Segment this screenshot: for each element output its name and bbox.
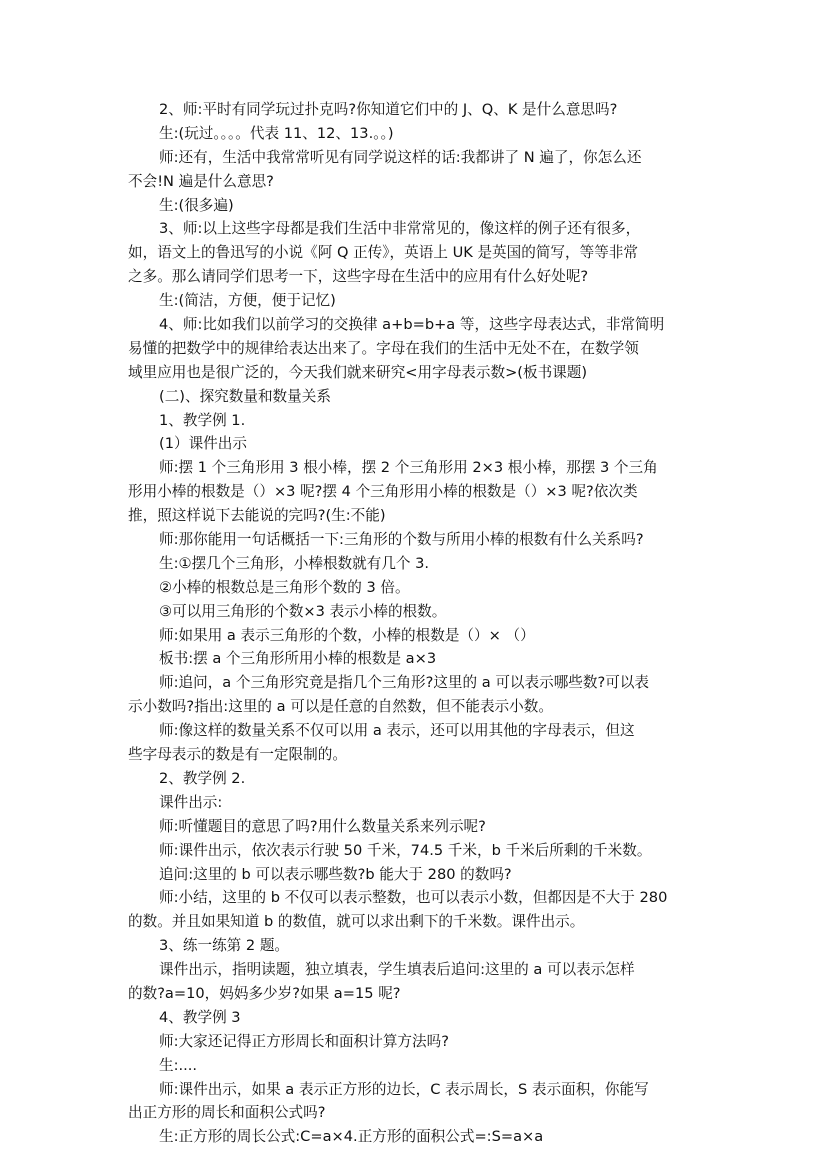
document-line: 师:追问，a 个三角形究竟是指几个三角形?这里的 a 可以表示哪些数?可以表 — [159, 674, 650, 692]
document-line: 追问:这里的 b 可以表示哪些数?b 能大于 280 的数吗? — [159, 865, 512, 883]
document-line: 4、教学例 3 — [159, 1008, 241, 1026]
document-line: 的数。并且如果知道 b 的数值，就可以求出剩下的千米数。课件出示。 — [128, 913, 585, 931]
document-line: 域里应用也是很广泛的，今天我们就来研究<用字母表示数>(板书课题) — [128, 363, 588, 381]
document-line: 1、教学例 1. — [159, 411, 246, 429]
document-line: 师:课件出示，如果 a 表示正方形的边长，C 表示周长，S 表示面积，你能写 — [159, 1080, 649, 1098]
document-line: (二)、探究数量和数量关系 — [159, 387, 331, 405]
document-line: 师:像这样的数量关系不仅可以用 a 表示，还可以用其他的字母表示，但这 — [159, 722, 635, 740]
document-line: 易懂的把数学中的规律给表达出来了。字母在我们的生活中无处不在，在数学领 — [128, 339, 639, 357]
document-line: 3、师:以上这些字母都是我们生活中非常常见的，像这样的例子还有很多， — [159, 220, 641, 238]
document-body — [128, 98, 706, 1149]
document-line: 3、练一练第 2 题。 — [159, 937, 290, 955]
document-line: 如，语文上的鲁迅写的小说《阿 Q 正传》，英语上 UK 是英国的简写，等等非常 — [128, 244, 638, 262]
document-line: (1）课件出示 — [159, 435, 247, 453]
document-line: 板书:摆 a 个三角形所用小棒的根数是 a×3 — [159, 650, 437, 668]
document-line: 师:摆 1 个三角形用 3 根小棒，摆 2 个三角形用 2×3 根小棒，那摆 3 个三角 — [159, 459, 658, 477]
document-line: 推，照这样说下去能说的完吗?(生:不能) — [128, 507, 386, 525]
document-line: ②小棒的根数总是三角形个数的 3 倍。 — [159, 578, 410, 596]
document-line: 2、师:平时有同学玩过扑克吗?你知道它们中的 J、Q、K 是什么意思吗? — [159, 101, 618, 118]
document-line: 4、师:比如我们以前学习的交换律 a+b=b+a 等，这些字母表达式，非常简明 — [159, 316, 665, 334]
document-line: ③可以用三角形的个数×3 表示小棒的根数。 — [159, 602, 447, 620]
document-line: 出正方形的周长和面积公式吗? — [128, 1104, 326, 1122]
document-line: 些字母表示的数是有一定限制的。 — [128, 746, 347, 764]
document-line: 生:.... — [159, 1056, 198, 1074]
document-line: 不会!N 遍是什么意思? — [128, 172, 274, 190]
document-line: 的数?a=10，妈妈多少岁?如果 a=15 呢? — [128, 984, 401, 1002]
document-line: 课件出示: — [159, 793, 223, 811]
document-line: 师:还有，生活中我常常听见有同学说这样的话:我都讲了 N 遍了，你怎么还 — [159, 148, 642, 166]
document-line: 师:大家还记得正方形周长和面积计算方法吗? — [159, 1032, 449, 1050]
document-line: 师:课件出示，依次表示行驶 50 千米，74.5 千米，b 千米后所剩的千米数。 — [159, 841, 652, 859]
document-line: 2、教学例 2. — [159, 769, 246, 787]
document-line: 生:①摆几个三角形，小棒根数就有几个 3. — [159, 554, 430, 572]
document-line: 生:(玩过。。。。代表 11、12、13.。。) — [159, 124, 394, 142]
document-line: 师:听懂题目的意思了吗?用什么数量关系来列示呢? — [159, 817, 486, 835]
document-line: 生:(简洁，方便，便于记忆) — [159, 292, 336, 310]
document-line: 之多。那么请同学们思考一下，这些字母在生活中的应用有什么好处呢? — [128, 268, 589, 286]
document-line: 师:如果用 a 表示三角形的个数，小棒的根数是（）× （） — [159, 626, 535, 644]
document-line: 师:那你能用一句话概括一下:三角形的个数与所用小棒的根数有什么关系吗? — [159, 531, 644, 549]
document-line: 形用小棒的根数是（）×3 呢?摆 4 个三角形用小棒的根数是（）×3 呢?依次类 — [128, 483, 638, 501]
document-line: 师:小结，这里的 b 不仅可以表示整数，也可以表示小数，但都因是不大于 280 — [159, 889, 668, 907]
document-line: 生:(很多遍) — [159, 196, 234, 214]
document-line: 生:正方形的周长公式:C=a×4.正方形的面积公式=:S=a×a — [159, 1128, 544, 1146]
document-line: 示小数吗?指出:这里的 a 可以是任意的自然数，但不能表示小数。 — [128, 698, 553, 716]
document-line: 课件出示，指明读题，独立填表，学生填表后追问:这里的 a 可以表示怎样 — [159, 961, 635, 979]
